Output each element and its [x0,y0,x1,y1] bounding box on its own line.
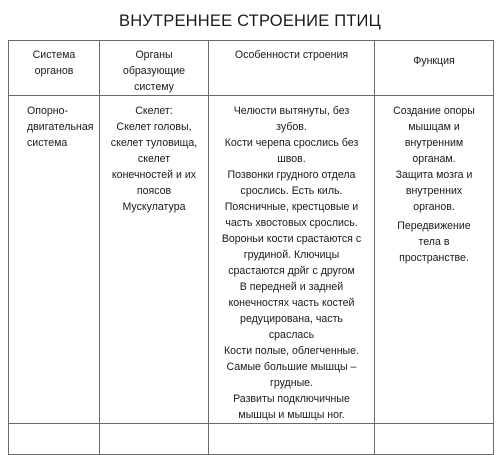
header-organs: Органы образующие систему [100,41,209,96]
cell-features [209,96,375,424]
feature-item: Вороньи кости срастаются с грудиной. Ключицы срастаются дрйг с другом [221,233,362,277]
feature-item: Кости полые, облегченные. [223,345,360,357]
cell-system: Опорно- двигательная система [9,96,100,424]
feature-item: Позвонки грудного отдела срослись. Есть киль. [227,169,356,197]
table-row-empty [9,424,494,455]
cell-function [375,96,494,424]
table-row [9,96,494,424]
feature-item: Самые большие мышцы – грудные. [226,361,357,389]
empty-cell [100,424,209,455]
empty-cell [209,424,375,455]
table-header-row [9,41,494,96]
function-item: Защита мозга и внутренних органов. [395,169,473,213]
structure-table [8,40,494,455]
header-system: Система органов [9,41,100,96]
feature-item: Поясничные, крестцовые и часть хвостовых срослись. [224,201,359,229]
function-item: Создание опоры мышцам и внутренним органам. [393,105,475,165]
feature-item: Развиты подключичные мышцы и мышцы ног. [233,393,350,421]
page-title: ВНУТРЕННЕЕ СТРОЕНИЕ ПТИЦ [118,12,382,30]
header-function: Функция [375,41,494,96]
empty-cell [9,424,100,455]
feature-item: Челюсти вытянуты, без зубов. [233,105,350,133]
feature-item: В передней и задней конечностях часть костей редуцирована, часть сраслась [228,281,355,341]
cell-organs: Скелет: Скелет головы, скелет туловища, скелет конечностей и их поясов Мускулатура [100,96,209,424]
function-item: Передвижение тела в пространстве. [397,220,471,264]
feature-item: Кости черепа срослись без швов. [224,137,359,165]
header-features: Особенности строения [209,41,375,96]
empty-cell [375,424,494,455]
